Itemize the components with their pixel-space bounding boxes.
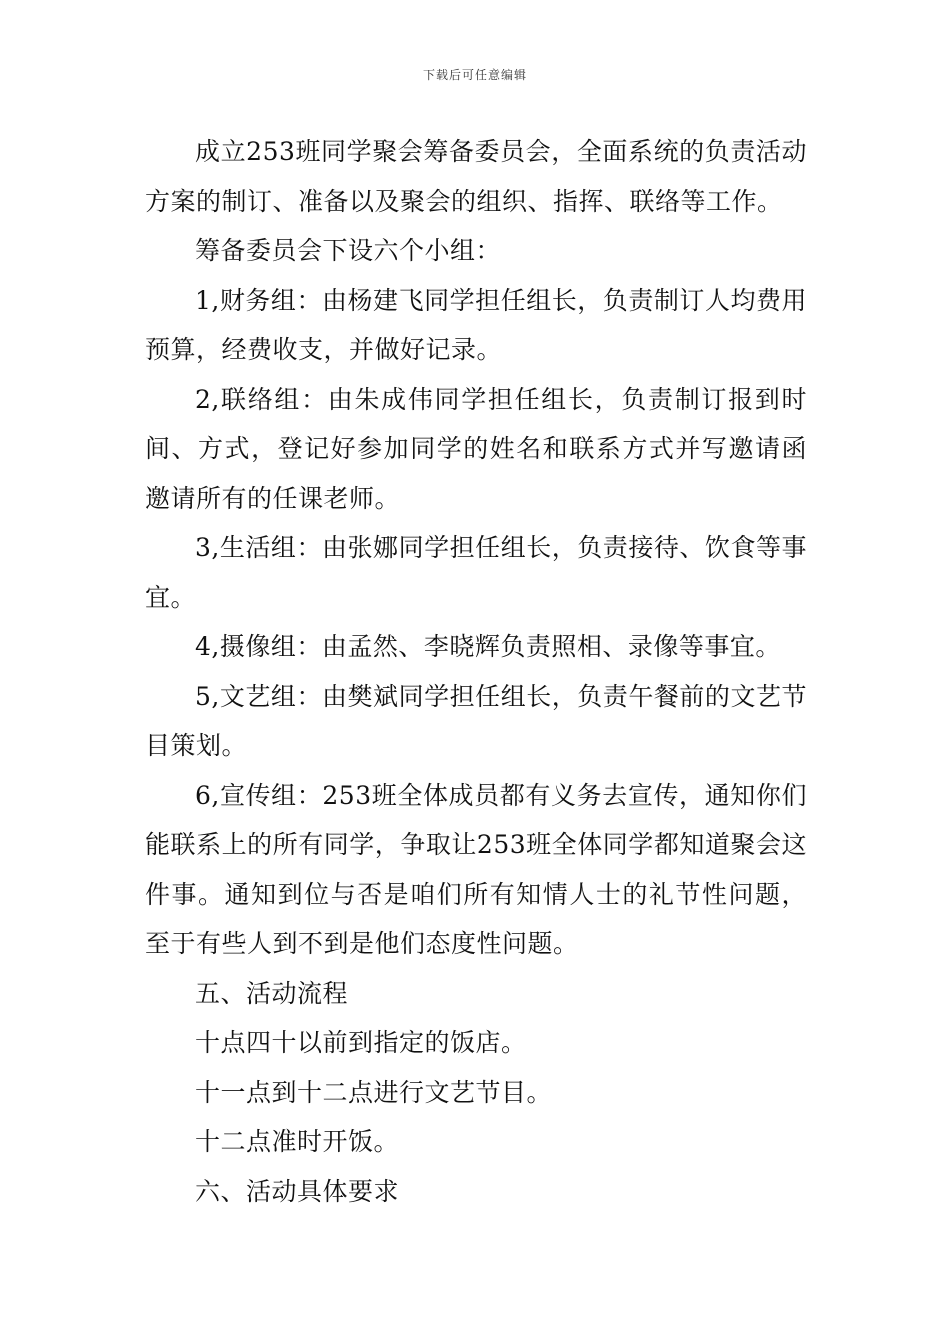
paragraph-process-meal: 十二点准时开饭。	[195, 1127, 400, 1156]
header-note: 下载后可任意编辑	[422, 68, 527, 82]
paragraph-committee: 成立253班同学聚会筹备委员会，全面系统的负责活动方案的制订、准备以及聚会的组织、指挥、联络等工作。	[145, 137, 807, 216]
paragraph-groups-intro: 筹备委员会下设六个小组：	[195, 236, 502, 265]
document-body	[145, 127, 807, 1216]
paragraph-life-group: 3,生活组：由张娜同学担任组长，负责接待、饮食等事宜。	[145, 533, 807, 612]
paragraph-arts-group: 5,文艺组：由樊斌同学担任组长，负责午餐前的文艺节目策划。	[145, 681, 807, 760]
paragraph-liaison-group: 2,联络组：由朱成伟同学担任组长，负责制订报到时间、方式，登记好参加同学的姓名和联系方式并写邀请函邀请所有的任课老师。	[145, 384, 807, 513]
paragraph-process-arrival: 十点四十以前到指定的饭店。	[195, 1028, 527, 1057]
paragraph-process-program: 十一点到十二点进行文艺节目。	[195, 1077, 553, 1107]
paragraph-publicity-group: 6,宣传组：253班全体成员都有义务去宣传，通知你们能联系上的所有同学，争取让253班全体同学都知道聚会这件事。通知到位与否是咱们所有知情人士的礼节性问题，至于有些人到不到是他们态度性问题。	[145, 780, 807, 958]
section-heading-requirements: 六、活动具体要求	[195, 1176, 400, 1206]
section-heading-process: 五、活动流程	[195, 978, 349, 1008]
paragraph-camera-group: 4,摄像组：由孟然、李晓辉负责照相、录像等事宜。	[195, 632, 781, 661]
paragraph-finance-group: 1,财务组：由杨建飞同学担任组长，负责制订人均费用预算，经费收支，并做好记录。	[145, 285, 807, 364]
